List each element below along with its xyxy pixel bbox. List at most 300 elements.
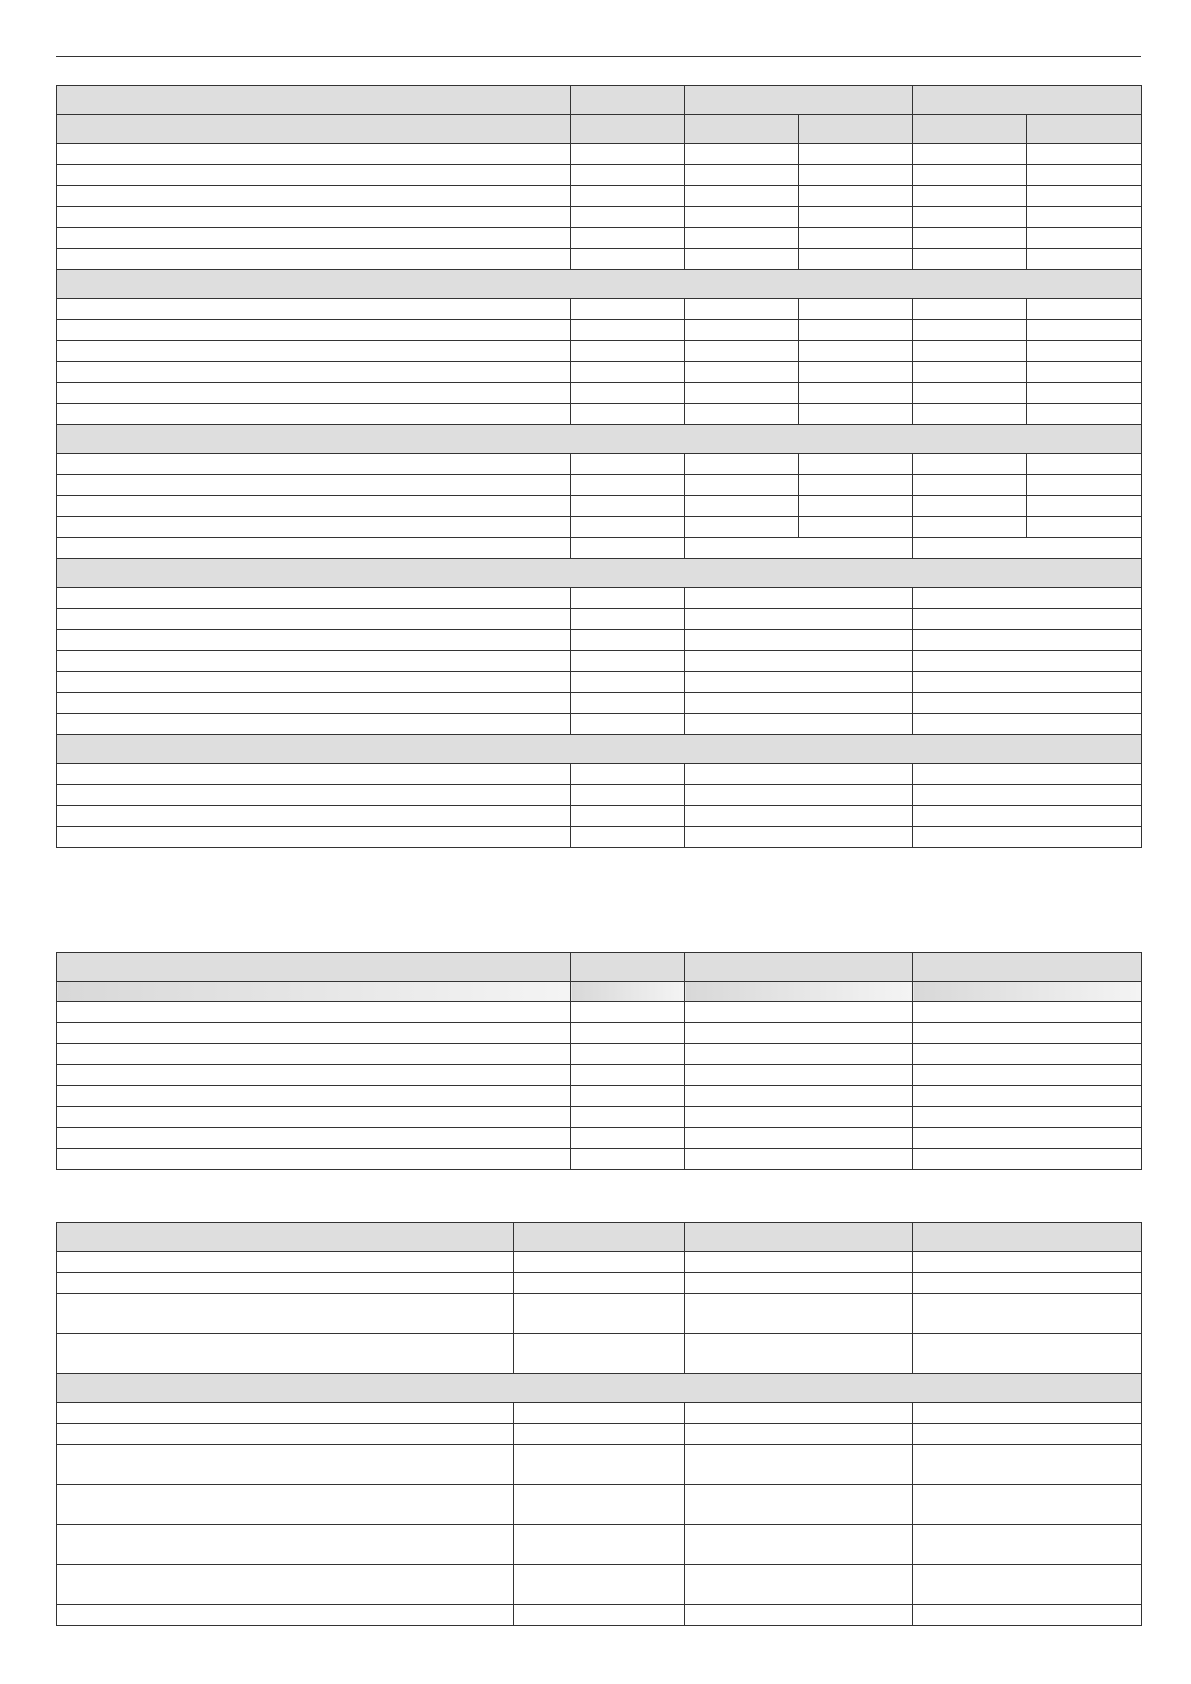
table-cell (685, 1294, 913, 1334)
table-cell (571, 341, 685, 362)
table-cell (571, 588, 685, 609)
shaded-row (57, 982, 1142, 1002)
table-cell (57, 341, 571, 362)
table-cell (514, 1445, 685, 1485)
table-cell (685, 1424, 913, 1445)
table-cell (57, 1149, 571, 1170)
table-cell (685, 1605, 913, 1626)
table-cell (685, 341, 799, 362)
table-cell (913, 454, 1027, 475)
header-row (57, 1223, 1142, 1252)
table-cell (685, 454, 799, 475)
table-cell (685, 1403, 913, 1424)
table-row (57, 383, 1142, 404)
table-row (57, 827, 1142, 848)
header-cell (514, 1223, 685, 1252)
table-cell (57, 207, 571, 228)
table-cell (571, 299, 685, 320)
table-cell (57, 651, 571, 672)
table-row (57, 1149, 1142, 1170)
table-row (57, 806, 1142, 827)
table-cell (685, 1525, 913, 1565)
table-cell (571, 228, 685, 249)
table-row (57, 609, 1142, 630)
table-cell (685, 165, 799, 186)
table-cell (913, 1294, 1142, 1334)
table-row (57, 1107, 1142, 1128)
table-cell (913, 827, 1142, 848)
table-cell (1027, 454, 1142, 475)
table-row (57, 186, 1142, 207)
table-cell (913, 1605, 1142, 1626)
table-cell (685, 228, 799, 249)
table-cell (57, 559, 1142, 588)
table-cell (571, 1023, 685, 1044)
table-cell (57, 186, 571, 207)
table-cell (685, 1445, 913, 1485)
table-cell (57, 165, 571, 186)
section-band (57, 1374, 1142, 1403)
table-cell (913, 672, 1142, 693)
summary-table (56, 952, 1142, 1170)
table-cell (799, 144, 913, 165)
table-cell (571, 1128, 685, 1149)
table-cell (799, 517, 913, 538)
table-cell (571, 651, 685, 672)
table-cell (514, 1485, 685, 1525)
table-cell (685, 538, 913, 559)
table-cell (913, 1334, 1142, 1374)
table-cell (1027, 404, 1142, 425)
table-cell (913, 249, 1027, 270)
table-cell (685, 609, 913, 630)
table-cell (685, 1334, 913, 1374)
table-cell (57, 228, 571, 249)
table-row (57, 475, 1142, 496)
table-cell (571, 475, 685, 496)
header-cell (685, 115, 799, 144)
table-cell (685, 672, 913, 693)
table-cell (685, 630, 913, 651)
table-cell (913, 806, 1142, 827)
table-row (57, 538, 1142, 559)
table-cell (685, 785, 913, 806)
table-cell (571, 609, 685, 630)
table-cell (799, 299, 913, 320)
table-cell (685, 362, 799, 383)
table-row (57, 404, 1142, 425)
table-cell (57, 538, 571, 559)
table-cell (57, 1252, 514, 1273)
table-row (57, 1252, 1142, 1273)
table-cell (913, 207, 1027, 228)
table-cell (1027, 144, 1142, 165)
section-band (57, 735, 1142, 764)
table-cell (799, 404, 913, 425)
table-cell (913, 609, 1142, 630)
table-row (57, 299, 1142, 320)
table-cell (913, 1252, 1142, 1273)
header-cell (57, 1223, 514, 1252)
table-row (57, 588, 1142, 609)
table-cell (799, 362, 913, 383)
table-cell (57, 425, 1142, 454)
table-cell (571, 538, 685, 559)
table-row (57, 249, 1142, 270)
table-cell (571, 1086, 685, 1107)
table-cell (913, 693, 1142, 714)
header-cell (1027, 115, 1142, 144)
table-cell (913, 651, 1142, 672)
table-row (57, 1044, 1142, 1065)
table-cell (685, 496, 799, 517)
header-row (57, 953, 1142, 982)
table-cell (571, 454, 685, 475)
table-cell (685, 982, 913, 1002)
table-cell (57, 735, 1142, 764)
table-cell (57, 714, 571, 735)
table-cell (57, 270, 1142, 299)
header-cell (685, 86, 913, 115)
table-cell (685, 714, 913, 735)
table-row (57, 1565, 1142, 1605)
table-row (57, 207, 1142, 228)
table-cell (913, 320, 1027, 341)
header-cell (913, 953, 1142, 982)
table-cell (685, 404, 799, 425)
details-table (56, 1222, 1142, 1626)
table-row (57, 165, 1142, 186)
table-cell (913, 1485, 1142, 1525)
table-row (57, 1605, 1142, 1626)
table-cell (514, 1273, 685, 1294)
table-cell (571, 362, 685, 383)
header-cell (799, 115, 913, 144)
table-cell (913, 383, 1027, 404)
table-row (57, 1086, 1142, 1107)
table-cell (571, 827, 685, 848)
table-cell (571, 630, 685, 651)
table-cell (57, 517, 571, 538)
header-row (57, 86, 1142, 115)
table-cell (913, 1002, 1142, 1023)
table-row (57, 630, 1142, 651)
table-cell (799, 341, 913, 362)
header-cell (685, 1223, 913, 1252)
table-row (57, 1065, 1142, 1086)
table-cell (685, 1044, 913, 1065)
table-cell (514, 1424, 685, 1445)
table-cell (57, 475, 571, 496)
table-cell (57, 1605, 514, 1626)
table-row (57, 1334, 1142, 1374)
table-cell (1027, 496, 1142, 517)
table-cell (913, 475, 1027, 496)
section-band (57, 425, 1142, 454)
table-cell (685, 144, 799, 165)
header-cell (57, 115, 571, 144)
table-cell (571, 1044, 685, 1065)
table-row (57, 714, 1142, 735)
table-cell (514, 1334, 685, 1374)
table-cell (571, 517, 685, 538)
table-cell (571, 496, 685, 517)
table-row (57, 651, 1142, 672)
table-cell (57, 454, 571, 475)
table-cell (57, 299, 571, 320)
table-cell (913, 362, 1027, 383)
table-cell (1027, 249, 1142, 270)
table-row (57, 496, 1142, 517)
table-cell (1027, 341, 1142, 362)
table-cell (913, 144, 1027, 165)
table-cell (913, 588, 1142, 609)
table-cell (571, 144, 685, 165)
table-cell (57, 1065, 571, 1086)
table-cell (57, 144, 571, 165)
table-row (57, 1525, 1142, 1565)
table-cell (799, 320, 913, 341)
table-cell (685, 1149, 913, 1170)
table-cell (913, 517, 1027, 538)
table-cell (57, 693, 571, 714)
table-cell (57, 1485, 514, 1525)
table-cell (913, 1149, 1142, 1170)
table-cell (685, 1086, 913, 1107)
table-cell (1027, 383, 1142, 404)
table-cell (571, 404, 685, 425)
table-cell (57, 982, 571, 1002)
table-cell (913, 1525, 1142, 1565)
header-cell (913, 86, 1142, 115)
table-cell (57, 1023, 571, 1044)
table-row (57, 362, 1142, 383)
table-cell (913, 1023, 1142, 1044)
table-row (57, 672, 1142, 693)
table-row (57, 1002, 1142, 1023)
table-cell (57, 785, 571, 806)
table-cell (571, 1107, 685, 1128)
table-cell (913, 785, 1142, 806)
table-row (57, 144, 1142, 165)
table-cell (57, 1128, 571, 1149)
table-cell (913, 341, 1027, 362)
table-cell (571, 320, 685, 341)
table-cell (1027, 207, 1142, 228)
table-cell (913, 496, 1027, 517)
table-cell (571, 383, 685, 404)
table-row (57, 693, 1142, 714)
table-cell (913, 1086, 1142, 1107)
table-cell (913, 1424, 1142, 1445)
table-row (57, 1485, 1142, 1525)
table-cell (799, 496, 913, 517)
table-cell (571, 982, 685, 1002)
table-cell (571, 672, 685, 693)
table-cell (571, 186, 685, 207)
table-cell (571, 785, 685, 806)
table-cell (685, 299, 799, 320)
table-row (57, 1273, 1142, 1294)
table-cell (57, 827, 571, 848)
table-cell (685, 1485, 913, 1525)
table-cell (685, 475, 799, 496)
table-row (57, 785, 1142, 806)
table-row (57, 454, 1142, 475)
header-cell (571, 953, 685, 982)
table-row (57, 1023, 1142, 1044)
table-cell (685, 1252, 913, 1273)
table-cell (913, 404, 1027, 425)
header-cell (913, 1223, 1142, 1252)
header-cell (57, 86, 571, 115)
table-cell (57, 806, 571, 827)
table-cell (799, 249, 913, 270)
table-cell (57, 383, 571, 404)
table-cell (799, 454, 913, 475)
table-row (57, 1424, 1142, 1445)
header-cell (571, 115, 685, 144)
table-cell (913, 714, 1142, 735)
table-cell (571, 1065, 685, 1086)
table-cell (799, 207, 913, 228)
table-cell (685, 1128, 913, 1149)
table-cell (685, 1107, 913, 1128)
table-cell (685, 1065, 913, 1086)
table-row (57, 1403, 1142, 1424)
table-cell (685, 249, 799, 270)
table-cell (1027, 165, 1142, 186)
table-cell (514, 1294, 685, 1334)
header-cell (57, 953, 571, 982)
table-row (57, 1128, 1142, 1149)
table-cell (685, 207, 799, 228)
table-cell (57, 1273, 514, 1294)
section-band (57, 559, 1142, 588)
table-cell (913, 1273, 1142, 1294)
specifications-table (56, 85, 1142, 848)
table-row (57, 517, 1142, 538)
table-cell (57, 1086, 571, 1107)
header-cell (571, 86, 685, 115)
table-cell (913, 228, 1027, 249)
table-cell (57, 630, 571, 651)
table-cell (571, 693, 685, 714)
table-cell (571, 207, 685, 228)
table-cell (514, 1252, 685, 1273)
table-cell (913, 1445, 1142, 1485)
table-cell (1027, 320, 1142, 341)
table-row (57, 320, 1142, 341)
table-row (57, 341, 1142, 362)
table-cell (571, 1002, 685, 1023)
table-cell (685, 806, 913, 827)
table-cell (685, 827, 913, 848)
table-cell (913, 1044, 1142, 1065)
table-cell (571, 249, 685, 270)
table-cell (685, 517, 799, 538)
table-cell (685, 1002, 913, 1023)
table-cell (799, 186, 913, 207)
table-cell (799, 383, 913, 404)
table-cell (57, 588, 571, 609)
table-cell (57, 1044, 571, 1065)
header-cell (913, 115, 1027, 144)
table-cell (685, 320, 799, 341)
table-cell (57, 1424, 514, 1445)
table-cell (1027, 299, 1142, 320)
table-cell (685, 693, 913, 714)
table-cell (685, 1273, 913, 1294)
table-cell (913, 538, 1142, 559)
table-cell (913, 165, 1027, 186)
top-rule (56, 56, 1141, 57)
table-cell (514, 1565, 685, 1605)
table-cell (913, 1107, 1142, 1128)
header-cell (685, 953, 913, 982)
table-cell (799, 165, 913, 186)
table-cell (685, 1023, 913, 1044)
table-cell (685, 186, 799, 207)
table-cell (571, 806, 685, 827)
table-cell (57, 249, 571, 270)
table-row (57, 764, 1142, 785)
table-cell (1027, 362, 1142, 383)
table-cell (913, 299, 1027, 320)
table-cell (913, 764, 1142, 785)
table-cell (57, 1294, 514, 1334)
table-cell (685, 764, 913, 785)
table-row (57, 1294, 1142, 1334)
table-cell (57, 404, 571, 425)
table-cell (913, 1565, 1142, 1605)
table-row (57, 228, 1142, 249)
table-cell (913, 1065, 1142, 1086)
table-cell (685, 383, 799, 404)
table-cell (57, 1445, 514, 1485)
table-cell (1027, 475, 1142, 496)
table-cell (57, 672, 571, 693)
table-row (57, 1445, 1142, 1485)
table-cell (913, 186, 1027, 207)
table-cell (514, 1525, 685, 1565)
table-cell (57, 320, 571, 341)
table-cell (57, 1334, 514, 1374)
subheader-row (57, 115, 1142, 144)
table-cell (799, 228, 913, 249)
table-cell (571, 764, 685, 785)
table-cell (1027, 228, 1142, 249)
table-cell (685, 1565, 913, 1605)
table-cell (685, 588, 913, 609)
table-cell (1027, 517, 1142, 538)
table-cell (913, 1128, 1142, 1149)
table-cell (57, 1403, 514, 1424)
section-band (57, 270, 1142, 299)
table-cell (913, 1403, 1142, 1424)
table-cell (685, 651, 913, 672)
table-cell (514, 1403, 685, 1424)
table-cell (571, 165, 685, 186)
table-cell (57, 609, 571, 630)
table-cell (57, 496, 571, 517)
table-cell (913, 982, 1142, 1002)
table-cell (799, 475, 913, 496)
table-cell (57, 1107, 571, 1128)
table-cell (57, 1374, 1142, 1403)
table-cell (57, 1002, 571, 1023)
table-cell (571, 1149, 685, 1170)
